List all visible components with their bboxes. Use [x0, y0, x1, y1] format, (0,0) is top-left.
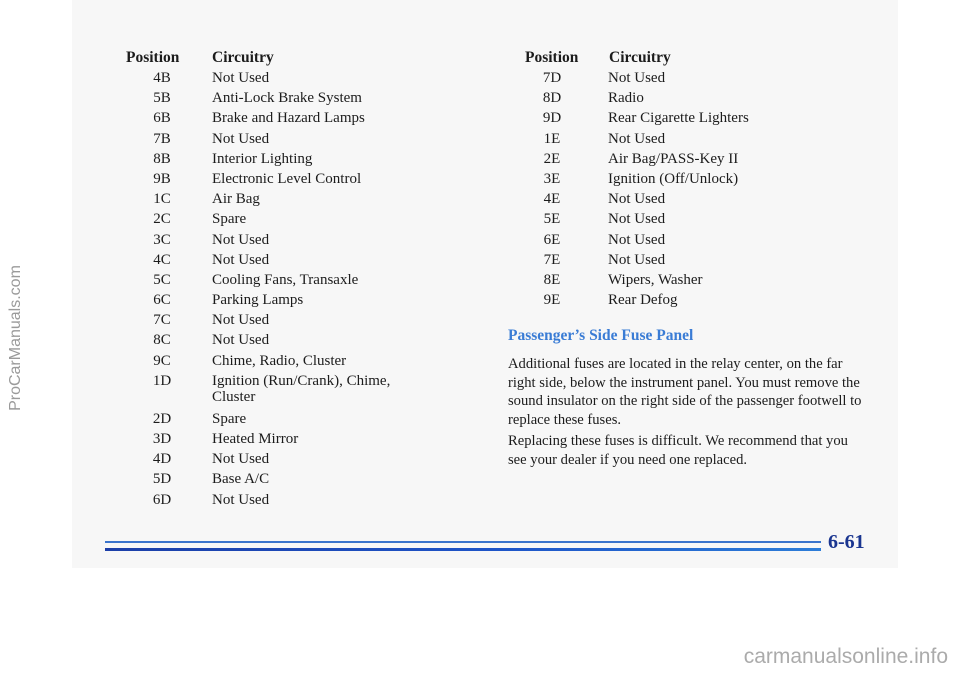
- fuse-position: 1D: [152, 372, 172, 389]
- fuse-circuitry: Not Used: [608, 251, 666, 268]
- fuse-circuitry: Air Bag: [212, 191, 260, 208]
- fuse-position: 7E: [543, 251, 561, 268]
- fuse-position: 4B: [153, 70, 171, 86]
- fuse-row: [118, 429, 412, 449]
- fuse-row: [516, 250, 818, 270]
- fuse-row: [516, 290, 818, 310]
- fuse-position: 8D: [542, 90, 562, 107]
- fuse-position: 8B: [153, 150, 171, 167]
- fuse-position: 7D: [542, 70, 562, 86]
- fuse-row: [118, 330, 412, 350]
- fuse-position: 8E: [543, 271, 561, 288]
- fuse-row: [118, 88, 412, 108]
- fuse-row: [118, 490, 412, 510]
- fuse-circuitry: Rear Defog: [608, 292, 678, 309]
- fuse-position: 3C: [153, 231, 171, 248]
- fuse-position: 9B: [153, 170, 171, 187]
- fuse-circuitry: Not Used: [212, 312, 270, 329]
- fuse-circuitry: Heated Mirror: [212, 431, 299, 447]
- section-paragraph-1: Additional fuses are located in the relay center, on the far right side, below the instrument panel. You must remove the sound insulator on the right side of the passenger footwell to replace these fuses.: [508, 356, 862, 428]
- bottom-watermark: carmanualsonline.info: [743, 645, 948, 668]
- fuse-circuitry: Interior Lighting: [212, 150, 313, 167]
- fuse-position: 9E: [543, 292, 561, 309]
- fuse-circuitry: Not Used: [212, 491, 270, 508]
- section-title: Passenger’s Side Fuse Panel: [508, 327, 694, 344]
- fuse-circuitry: Air Bag/PASS-Key II: [608, 150, 739, 167]
- fuse-position: 3D: [152, 431, 172, 447]
- fuse-row: [118, 230, 412, 250]
- fuse-row: [516, 108, 818, 128]
- fuse-row: [118, 290, 412, 310]
- fuse-circuitry: Not Used: [608, 231, 666, 248]
- fuse-row: [118, 250, 412, 270]
- right-header-circuitry: Circuitry: [609, 49, 671, 66]
- left-fuse-table: [118, 68, 412, 510]
- fuse-row: [118, 469, 412, 489]
- fuse-position: 5C: [153, 271, 171, 288]
- side-watermark-text: ProCarManuals.com: [7, 264, 25, 411]
- fuse-row: [118, 149, 412, 169]
- fuse-position: 9C: [153, 352, 171, 369]
- fuse-row: [516, 209, 818, 229]
- fuse-row: [516, 68, 818, 88]
- fuse-circuitry: Not Used: [608, 70, 666, 86]
- fuse-circuitry: Not Used: [212, 451, 270, 468]
- fuse-position: 4E: [543, 191, 561, 208]
- fuse-row: [118, 169, 412, 189]
- fuse-row: [118, 129, 412, 149]
- fuse-position: 2D: [152, 410, 172, 427]
- fuse-circuitry: Spare: [212, 410, 247, 427]
- fuse-row: [516, 149, 818, 169]
- fuse-position: 6D: [152, 491, 172, 508]
- footer-rule-thin: [105, 541, 821, 543]
- left-header-circuitry: Circuitry: [212, 49, 274, 66]
- fuse-circuitry: Not Used: [212, 251, 270, 268]
- fuse-row: [118, 209, 412, 229]
- fuse-row: [118, 449, 412, 469]
- page-number: 6-61: [828, 531, 865, 553]
- fuse-circuitry: Not Used: [608, 211, 666, 228]
- fuse-row: [118, 371, 412, 409]
- fuse-circuitry: Cooling Fans, Transaxle: [212, 271, 359, 288]
- fuse-circuitry: Electronic Level Control: [212, 170, 362, 187]
- fuse-position: 5B: [153, 90, 171, 107]
- fuse-position: 3E: [543, 170, 561, 187]
- fuse-row: [516, 270, 818, 290]
- fuse-circuitry: Not Used: [212, 332, 270, 349]
- fuse-position: 7B: [153, 130, 171, 147]
- fuse-circuitry: Chime, Radio, Cluster: [212, 352, 347, 369]
- fuse-row: [118, 108, 412, 128]
- fuse-row: [516, 129, 818, 149]
- fuse-position: 2E: [543, 150, 561, 167]
- fuse-position: 7C: [153, 312, 171, 329]
- fuse-position: 2C: [153, 211, 171, 228]
- fuse-circuitry: Not Used: [608, 130, 666, 147]
- fuse-circuitry: Anti-Lock Brake System: [212, 90, 362, 107]
- fuse-row: [118, 270, 412, 290]
- fuse-row: [516, 169, 818, 189]
- fuse-position: 8C: [153, 332, 171, 349]
- fuse-circuitry: Ignition (Off/Unlock): [608, 170, 739, 187]
- fuse-circuitry: Not Used: [212, 231, 270, 248]
- left-header-position: Position: [126, 49, 180, 66]
- footer-rule-thick: [105, 548, 821, 551]
- fuse-circuitry: Rear Cigarette Lighters: [608, 110, 749, 127]
- fuse-row: [516, 88, 818, 108]
- right-fuse-table: [516, 68, 818, 310]
- fuse-position: 6C: [153, 292, 171, 309]
- fuse-row: [118, 409, 412, 429]
- fuse-position: 6E: [543, 231, 561, 248]
- fuse-circuitry: Not Used: [212, 130, 270, 147]
- fuse-position: 1C: [153, 191, 171, 208]
- right-header-position: Position: [525, 49, 579, 66]
- fuse-position: 4C: [153, 251, 171, 268]
- fuse-row: [118, 310, 412, 330]
- fuse-circuitry: Parking Lamps: [212, 292, 304, 309]
- fuse-position: 4D: [152, 451, 172, 468]
- side-watermark: [2, 0, 30, 675]
- fuse-circuitry: Radio: [608, 90, 644, 107]
- fuse-row: [118, 351, 412, 371]
- fuse-row: [516, 230, 818, 250]
- fuse-row: [516, 189, 818, 209]
- section-paragraph-2: Replacing these fuses is difficult. We recommend that you see your dealer if you need one replaced.: [508, 433, 848, 468]
- fuse-row: [118, 68, 412, 88]
- fuse-position: 5E: [543, 211, 561, 228]
- fuse-position: 1E: [543, 130, 561, 147]
- fuse-circuitry: Not Used: [608, 191, 666, 208]
- fuse-circuitry: Spare: [212, 211, 247, 228]
- fuse-circuitry: Base A/C: [212, 471, 270, 488]
- fuse-position: 5D: [152, 471, 172, 488]
- fuse-row: [118, 189, 412, 209]
- fuse-position: 9D: [542, 110, 562, 127]
- fuse-circuitry: Brake and Hazard Lamps: [212, 110, 365, 127]
- fuse-circuitry: Not Used: [212, 70, 270, 86]
- fuse-circuitry: Ignition (Run/Crank), Chime, Cluster: [212, 372, 391, 405]
- fuse-position: 6B: [153, 110, 171, 127]
- fuse-circuitry: Wipers, Washer: [608, 271, 703, 288]
